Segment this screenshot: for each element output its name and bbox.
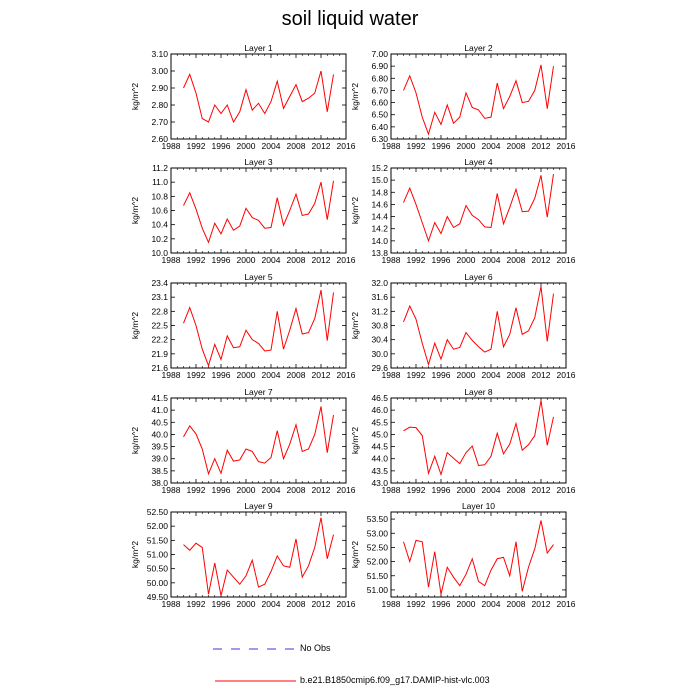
y-tick-label: 14.8: [371, 187, 388, 198]
x-tick-label: 2008: [286, 255, 306, 265]
y-tick-label: 6.40: [371, 121, 388, 132]
series-line: [404, 174, 554, 241]
y-tick-label: 14.4: [371, 211, 388, 222]
x-tick-label: 1988: [161, 141, 181, 151]
y-tick-label: 46.0: [371, 405, 388, 416]
y-tick-label: 51.50: [146, 535, 168, 546]
y-tick-label: 52.00: [366, 556, 388, 567]
y-tick-label: 30.4: [371, 334, 388, 345]
x-tick-label: 2004: [261, 370, 281, 380]
x-tick-label: 1996: [211, 485, 231, 495]
x-tick-label: 1992: [406, 141, 426, 151]
y-tick-label: 15.0: [371, 175, 388, 186]
y-tick-label: 40.0: [151, 429, 168, 440]
y-tick-label: 14.6: [371, 199, 388, 210]
y-tick-label: 53.50: [366, 514, 388, 525]
x-tick-label: 2000: [236, 485, 256, 495]
y-axis-label: kg/m^2: [350, 196, 360, 225]
x-tick-label: 2012: [531, 255, 551, 265]
x-tick-label: 2004: [261, 599, 281, 609]
y-tick-label: 13.8: [371, 248, 388, 258]
y-tick-label: 40.5: [151, 417, 168, 428]
x-tick-label: 1988: [381, 370, 401, 380]
legend-model-label: b.e21.B1850cmip6.f09_g17.DAMIP-hist-vlc.003: [300, 675, 490, 685]
y-tick-label: 43.0: [371, 478, 388, 488]
x-tick-label: 2016: [336, 255, 356, 265]
x-tick-label: 2008: [286, 370, 306, 380]
x-tick-label: 1996: [431, 485, 451, 495]
y-tick-label: 44.0: [371, 453, 388, 464]
x-tick-label: 2004: [481, 485, 501, 495]
y-tick-label: 32.0: [371, 278, 388, 288]
y-tick-label: 29.6: [371, 363, 388, 373]
series-line: [404, 521, 554, 595]
x-tick-label: 1992: [186, 485, 206, 495]
x-tick-label: 2008: [286, 141, 306, 151]
y-tick-label: 52.50: [366, 542, 388, 553]
y-tick-label: 10.0: [151, 248, 168, 258]
y-tick-label: 38.5: [151, 465, 168, 476]
x-tick-label: 2000: [236, 141, 256, 151]
x-tick-label: 2008: [506, 599, 526, 609]
x-tick-label: 1988: [161, 370, 181, 380]
y-tick-label: 23.4: [151, 278, 168, 288]
y-tick-label: 38.0: [151, 478, 168, 488]
x-tick-label: 2004: [261, 141, 281, 151]
x-tick-label: 2008: [286, 485, 306, 495]
x-tick-label: 1996: [431, 599, 451, 609]
y-tick-label: 51.00: [146, 549, 168, 560]
y-tick-label: 31.6: [371, 292, 388, 303]
y-tick-label: 53.00: [366, 528, 388, 539]
y-tick-label: 2.70: [151, 117, 168, 127]
y-axis-label: kg/m^2: [350, 540, 360, 569]
x-tick-label: 1988: [381, 599, 401, 609]
y-tick-label: 2.80: [151, 100, 168, 110]
x-tick-label: 2012: [311, 141, 331, 151]
y-tick-label: 44.5: [371, 441, 388, 452]
y-tick-label: 6.80: [371, 73, 388, 84]
y-tick-label: 45.0: [371, 429, 388, 440]
x-tick-label: 2000: [456, 599, 476, 609]
y-tick-label: 45.5: [371, 417, 388, 428]
y-tick-label: 21.6: [151, 363, 168, 373]
x-tick-label: 2000: [456, 485, 476, 495]
y-tick-label: 50.50: [146, 563, 168, 574]
x-tick-label: 1992: [186, 255, 206, 265]
x-tick-label: 2016: [556, 255, 576, 265]
panel-title: Layer 9: [244, 501, 273, 511]
y-tick-label: 3.10: [151, 49, 168, 59]
panel-title: Layer 6: [464, 272, 493, 282]
y-tick-label: 31.2: [371, 306, 388, 317]
panel-title: Layer 5: [244, 272, 273, 282]
x-tick-label: 2000: [236, 370, 256, 380]
x-tick-label: 2008: [506, 485, 526, 495]
series-line: [184, 407, 334, 474]
series-line: [184, 71, 334, 122]
y-tick-label: 2.90: [151, 83, 168, 93]
y-tick-label: 23.1: [151, 292, 168, 303]
x-tick-label: 1996: [431, 370, 451, 380]
y-axis-label: kg/m^2: [130, 426, 140, 455]
y-tick-label: 21.9: [151, 348, 168, 359]
y-tick-label: 49.50: [146, 592, 168, 602]
y-tick-label: 41.5: [151, 393, 168, 403]
x-tick-label: 1988: [161, 599, 181, 609]
x-tick-label: 2004: [481, 255, 501, 265]
x-tick-label: 2016: [556, 485, 576, 495]
y-axis-label: kg/m^2: [130, 311, 140, 340]
y-axis-label: kg/m^2: [130, 82, 140, 111]
y-tick-label: 52.50: [146, 507, 168, 517]
y-tick-label: 50.00: [146, 577, 168, 588]
y-tick-label: 10.6: [151, 205, 168, 216]
y-axis-label: kg/m^2: [350, 82, 360, 111]
x-tick-label: 2012: [531, 370, 551, 380]
y-tick-label: 10.4: [151, 219, 168, 230]
x-tick-label: 2004: [261, 485, 281, 495]
y-tick-label: 6.60: [371, 97, 388, 108]
y-tick-label: 11.2: [152, 163, 168, 173]
x-tick-label: 2004: [481, 370, 501, 380]
panel-title: Layer 4: [464, 157, 493, 167]
x-tick-label: 2008: [286, 599, 306, 609]
series-line: [184, 518, 334, 596]
x-tick-label: 1992: [186, 141, 206, 151]
x-tick-label: 2016: [336, 141, 356, 151]
x-tick-label: 2000: [456, 370, 476, 380]
y-tick-label: 14.0: [371, 235, 388, 246]
panel-title: Layer 1: [244, 43, 273, 53]
x-tick-label: 2000: [236, 255, 256, 265]
panel-title: Layer 3: [244, 157, 273, 167]
x-tick-label: 2008: [506, 141, 526, 151]
x-tick-label: 2016: [336, 370, 356, 380]
x-tick-label: 2008: [506, 255, 526, 265]
y-tick-label: 15.2: [371, 163, 388, 173]
x-tick-label: 2012: [311, 255, 331, 265]
y-tick-label: 6.70: [371, 85, 388, 96]
x-tick-label: 2012: [531, 599, 551, 609]
x-tick-label: 2012: [311, 485, 331, 495]
x-tick-label: 2000: [456, 255, 476, 265]
y-tick-label: 10.8: [151, 191, 168, 202]
y-tick-label: 22.5: [151, 320, 168, 331]
panel-title: Layer 2: [464, 43, 493, 53]
panel-title: Layer 7: [244, 387, 273, 397]
y-tick-label: 30.0: [371, 348, 388, 359]
x-tick-label: 1988: [161, 255, 181, 265]
x-tick-label: 2004: [481, 599, 501, 609]
series-line: [404, 65, 554, 134]
x-tick-label: 2004: [481, 141, 501, 151]
series-line: [184, 181, 334, 243]
x-tick-label: 1996: [211, 370, 231, 380]
x-tick-label: 1988: [161, 485, 181, 495]
x-tick-label: 1992: [406, 485, 426, 495]
x-tick-label: 2008: [506, 370, 526, 380]
x-tick-label: 2000: [456, 141, 476, 151]
x-tick-label: 2012: [311, 370, 331, 380]
x-tick-label: 1988: [381, 141, 401, 151]
y-axis-label: kg/m^2: [130, 540, 140, 569]
y-tick-label: 39.5: [151, 441, 168, 452]
y-tick-label: 22.2: [151, 334, 168, 345]
x-tick-label: 1992: [186, 370, 206, 380]
y-tick-label: 3.00: [151, 66, 168, 76]
x-tick-label: 2012: [311, 599, 331, 609]
x-tick-label: 2016: [336, 599, 356, 609]
x-tick-label: 2012: [531, 485, 551, 495]
y-axis-label: kg/m^2: [350, 426, 360, 455]
x-tick-label: 2004: [261, 255, 281, 265]
y-tick-label: 22.8: [151, 306, 168, 317]
series-line: [404, 287, 554, 365]
panel-frame: [391, 398, 566, 483]
x-tick-label: 1996: [431, 141, 451, 151]
x-tick-label: 2000: [236, 599, 256, 609]
y-tick-label: 30.8: [371, 320, 388, 331]
y-tick-label: 14.2: [371, 223, 388, 234]
series-line: [184, 290, 334, 366]
y-tick-label: 6.50: [371, 109, 388, 120]
y-tick-label: 2.60: [151, 134, 168, 144]
x-tick-label: 1992: [186, 599, 206, 609]
x-tick-label: 1996: [431, 255, 451, 265]
x-tick-label: 2016: [556, 141, 576, 151]
y-axis-label: kg/m^2: [350, 311, 360, 340]
figure-title: soil liquid water: [281, 8, 419, 30]
y-tick-label: 51.00: [366, 584, 388, 595]
y-tick-label: 51.50: [366, 570, 388, 581]
panel-title: Layer 10: [461, 501, 496, 511]
x-tick-label: 1996: [211, 141, 231, 151]
x-tick-label: 1988: [381, 255, 401, 265]
y-axis-label: kg/m^2: [130, 196, 140, 225]
panel-title: Layer 8: [464, 387, 493, 397]
x-tick-label: 1992: [406, 255, 426, 265]
y-tick-label: 41.0: [151, 405, 168, 416]
x-tick-label: 1992: [406, 599, 426, 609]
y-tick-label: 46.5: [371, 393, 388, 403]
x-tick-label: 2016: [556, 599, 576, 609]
x-tick-label: 1996: [211, 255, 231, 265]
y-tick-label: 11.0: [152, 177, 168, 188]
y-tick-label: 6.30: [371, 134, 388, 144]
y-tick-label: 43.5: [371, 465, 388, 476]
x-tick-label: 2016: [336, 485, 356, 495]
x-tick-label: 1992: [406, 370, 426, 380]
legend-obs-label: No Obs: [300, 643, 331, 653]
panel-frame: [171, 168, 346, 253]
x-tick-label: 1996: [211, 599, 231, 609]
x-tick-label: 2012: [531, 141, 551, 151]
y-tick-label: 6.90: [371, 61, 388, 72]
y-tick-label: 52.00: [146, 521, 168, 532]
y-tick-label: 10.2: [151, 233, 168, 244]
x-tick-label: 1988: [381, 485, 401, 495]
y-tick-label: 7.00: [371, 49, 388, 59]
series-line: [404, 400, 554, 474]
x-tick-label: 2016: [556, 370, 576, 380]
y-tick-label: 39.0: [151, 453, 168, 464]
